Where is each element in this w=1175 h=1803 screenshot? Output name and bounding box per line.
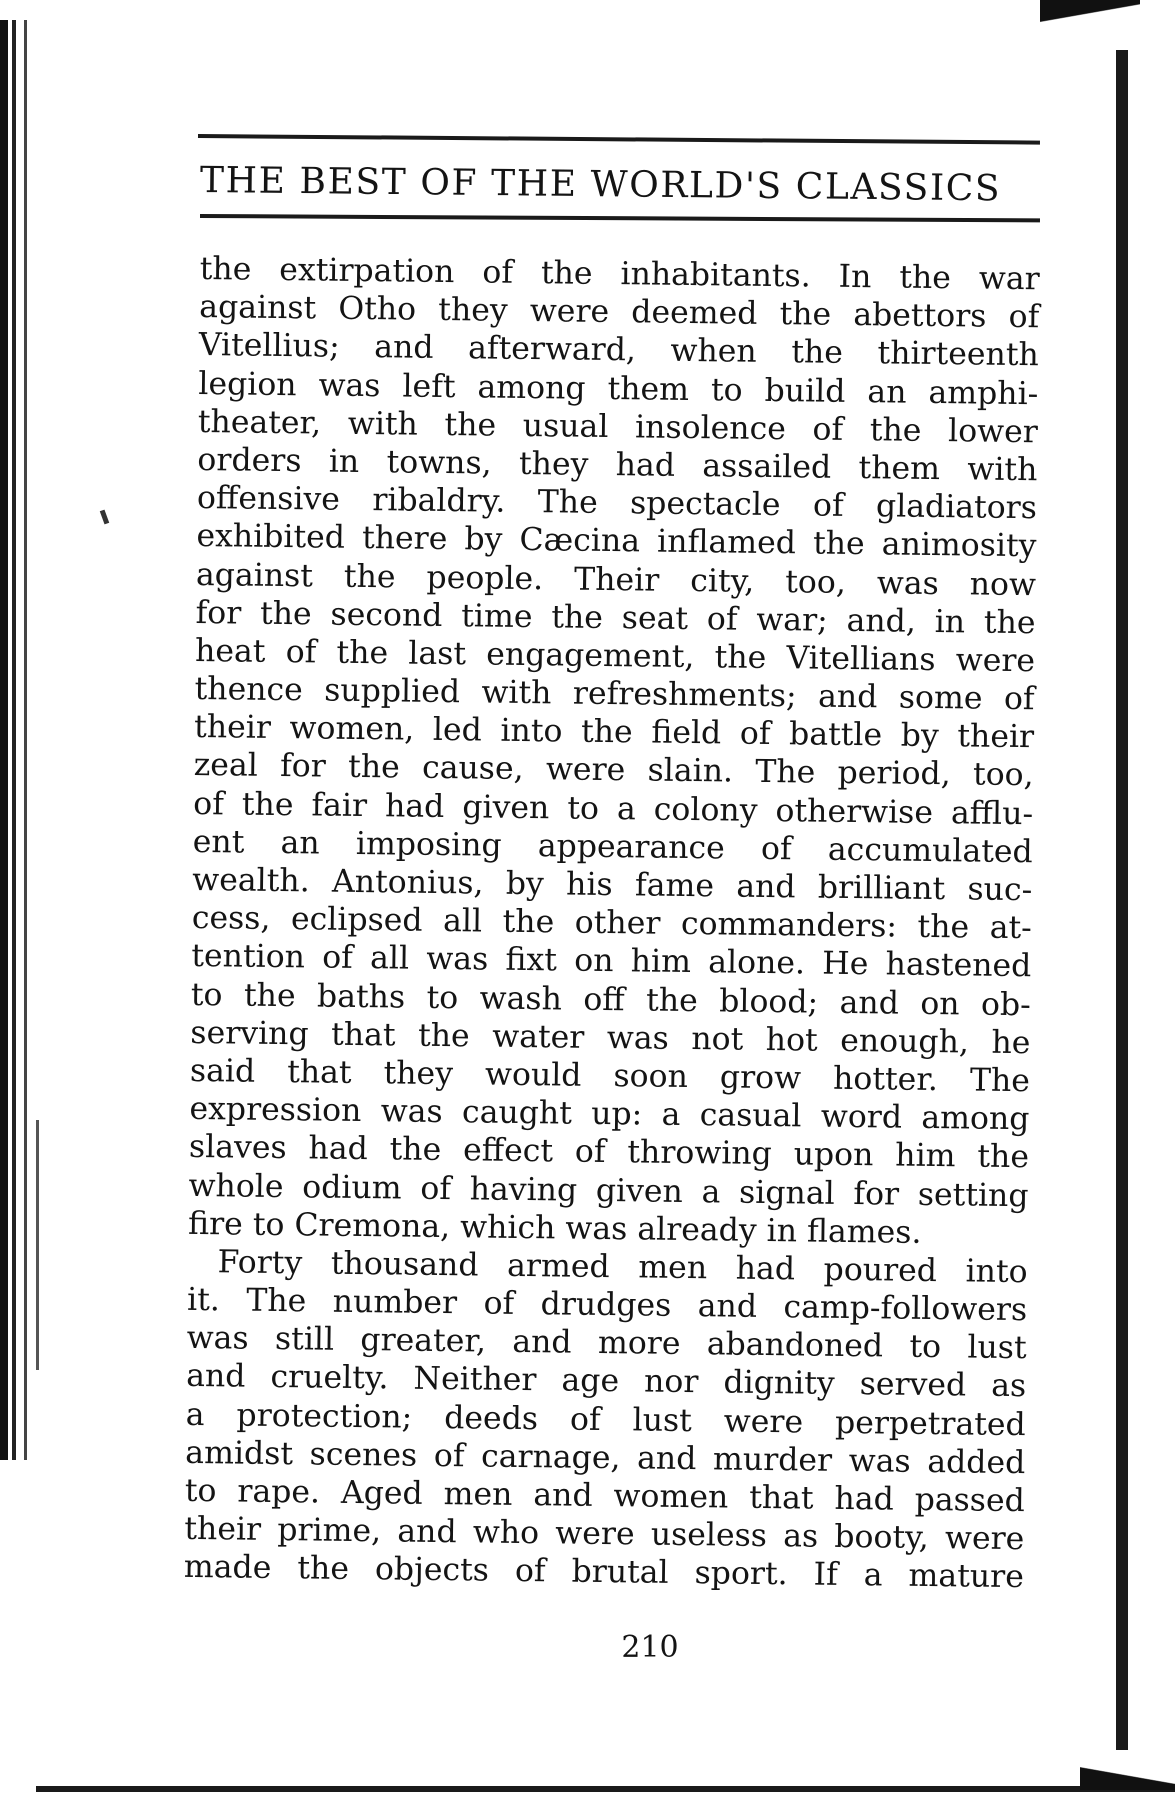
text-line: the extirpation of the inhabitants. In the war (199, 250, 1040, 298)
text-line: orders in towns, they had assailed them with (197, 441, 1038, 489)
header-rule-top (198, 134, 1040, 145)
text-line: zeal for the cause, were slain. The period, too, (193, 747, 1034, 794)
text-line: whole odium of having given a signal for setting (188, 1167, 1029, 1214)
text-line: theater, with the usual insolence of the lower (197, 403, 1039, 450)
text-line: expression was caught up: a casual word among (189, 1091, 1030, 1138)
text-line: to rape. Aged men and women that had passed (184, 1472, 1025, 1520)
text-line: against the people. Their city, too, was now (195, 556, 1037, 603)
text-line: to the baths to wash off the blood; and on ob- (190, 976, 1032, 1023)
text-line: a protection; deeds of lust were perpetrated (185, 1396, 1026, 1443)
text-line: Forty thousand armed men had poured into (217, 1244, 1028, 1291)
text-line: their prime, and who were useless as booty, were (184, 1511, 1025, 1558)
text-line: it. The number of drudges and camp-followers (186, 1281, 1028, 1329)
text-line: ent an imposing appearance of accumulated (192, 823, 1033, 871)
binding-shadow (36, 1120, 39, 1370)
page-bottom-edge (36, 1786, 1175, 1792)
running-head: THE BEST OF THE WORLD'S CLASSICS (199, 160, 1002, 210)
paragraph-1 (188, 250, 1040, 1253)
header-rule-bottom (200, 214, 1040, 222)
page-right-edge (1116, 50, 1128, 1750)
text-line: of the fair had given to a colony otherwise afflu- (193, 785, 1034, 832)
text-line: serving that the water was not hot enough, he (190, 1014, 1031, 1061)
page-corner-fold (1040, 0, 1140, 30)
text-line: exhibited there by Cæcina inflamed the animosity (196, 518, 1037, 565)
text-line: for the second time the seat of war; and, in the (195, 594, 1036, 641)
text-line: fire to Cremona, which was already in flames. (187, 1205, 922, 1251)
page-number: 210 (621, 1630, 679, 1665)
text-line: legion was left among them to build an amphi- (198, 365, 1039, 412)
book-binding-edge (0, 20, 40, 1460)
body-text (184, 250, 1040, 1597)
text-line: slaves had the effect of throwing upon him the (188, 1129, 1030, 1176)
paragraph-2 (184, 1243, 1028, 1597)
text-line: wealth. Antonius, by his fame and brilliant suc- (192, 861, 1033, 909)
text-line: offensive ribaldry. The spectacle of gladiators (196, 480, 1038, 527)
page-bottom-corner (1080, 1762, 1175, 1790)
text-line: amidst scenes of carnage, and murder was added (185, 1434, 1026, 1481)
text-line: was still greater, and more abandoned to lust (186, 1320, 1027, 1367)
text-line: and cruelty. Neither age nor dignity served as (186, 1358, 1027, 1405)
text-line: against Otho they were deemed the abettors of (199, 289, 1040, 336)
text-line: said that they would soon grow hotter. The (189, 1052, 1031, 1100)
text-line: tention of all was fixt on him alone. He hastened (191, 938, 1032, 985)
text-line: cess, eclipsed all the other commanders: the at- (191, 900, 1032, 947)
stray-ink-mark (100, 510, 109, 525)
text-line: heat of the last engagement, the Vitellians were (194, 632, 1036, 680)
text-line: made the objects of brutal sport. If a mature (183, 1549, 1025, 1596)
text-line: thence supplied with refreshments; and some of (194, 671, 1035, 718)
text-line: Vitellius; and afterward, when the thirteenth (198, 327, 1039, 374)
text-line: their women, led into the field of battle by their (193, 709, 1035, 756)
